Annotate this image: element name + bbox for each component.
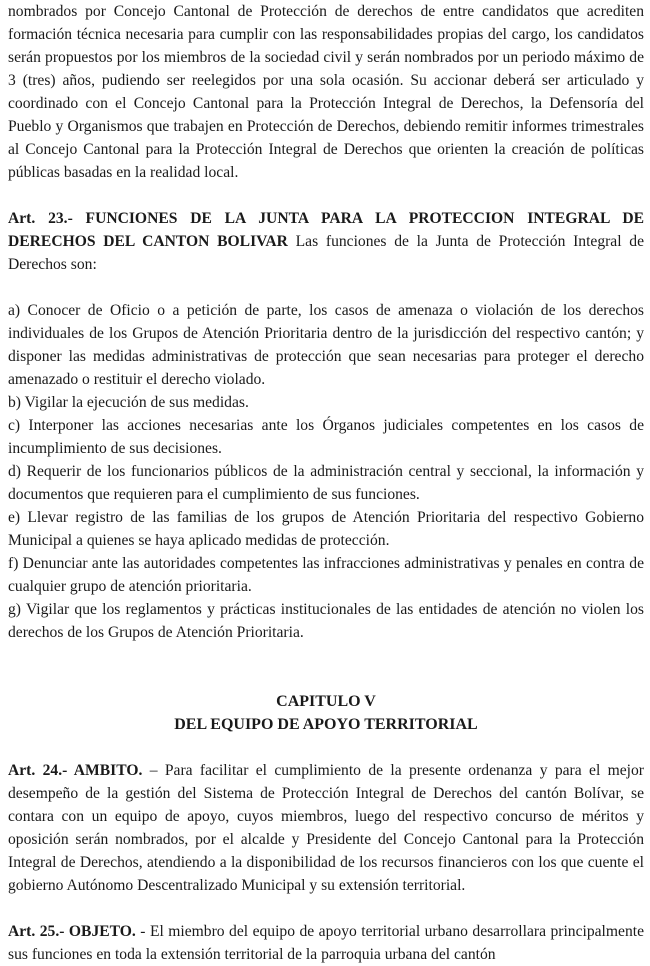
spacer	[8, 276, 644, 299]
spacer	[8, 184, 644, 207]
intro-paragraph: nombrados por Concejo Cantonal de Protección de derechos de entre candidatos que acrediten formación técnica necesaria para cumplir con las responsabilidades propias del cargo, los candidatos serán propuestos por los miembros de la sociedad civil y serán nombrados por un periodo máximo de 3 (tres) años, pudiendo ser reelegidos por una sola ocasión. Su accionar deberá ser articulado y coordinado con el Concejo Cantonal para la Protección Integral de Derechos, la Defensoría del Pueblo y Organismos que trabajen en Protección de Derechos, debiendo remitir informes trimestrales al Concejo Cantonal para la Protección Integral de Derechos que orienten la creación de políticas públicas basadas en la realidad local.	[8, 3, 644, 181]
art23-item-g: g) Vigilar que los reglamentos y prácticas institucionales de las entidades de atención no violen los derechos de los Grupos de Atención Prioritaria.	[8, 601, 644, 641]
spacer	[8, 736, 644, 759]
art23-item-e: e) Llevar registro de las familias de los grupos de Atención Prioritaria del respectivo Gobierno Municipal a quienes se haya aplicado medidas de protección.	[8, 509, 644, 549]
spacer	[8, 897, 644, 920]
chapter-number: CAPITULO V	[276, 693, 376, 710]
art25-text: - El miembro del equipo de apoyo territorial urbano desarrollara principalmente sus funciones en toda la extensión territorial de la parroquia urbana del cantón	[8, 923, 644, 963]
art23-heading: Art. 23.- FUNCIONES DE LA JUNTA PARA LA PROTECCION INTEGRAL DE DERECHOS DEL CANTON BOLIVAR	[8, 210, 644, 250]
document-page	[8, 0, 644, 963]
art23-lead: Las funciones de la Junta de Protección Integral de Derechos son:	[8, 233, 644, 273]
chapter-title: DEL EQUIPO DE APOYO TERRITORIAL	[174, 716, 478, 733]
art23-item-b: b) Vigilar la ejecución de sus medidas.	[8, 394, 249, 411]
art23-paragraph	[8, 207, 644, 276]
art25-heading: Art. 25.- OBJETO.	[8, 923, 136, 940]
art23-item-f: f) Denunciar ante las autoridades competentes las infracciones administrativas y penales en contra de cualquier grupo de atención prioritaria.	[8, 555, 644, 595]
art24-paragraph	[8, 759, 644, 897]
art25-paragraph	[8, 920, 644, 966]
art24-text: – Para facilitar el cumplimiento de la presente ordenanza y para el mejor desempeño de la gestión del Sistema de Protección Integral de Derechos del cantón Bolívar, se contara con un equipo de apoyo, cuyos miembros, luego del respectivo concurso de méritos y oposición serán nombrados, por el alcalde y Presidente del Concejo Cantonal para la Protección Integral de Derechos, atendiendo a la disponibilidad de los recursos financieros con los que cuente el gobierno Autónomo Descentralizado Municipal y su extensión territorial.	[8, 762, 644, 894]
art23-item-c: c) Interponer las acciones necesarias ante los Órganos judiciales competentes en los casos de incumplimiento de sus decisiones.	[8, 417, 644, 457]
art23-item-d: d) Requerir de los funcionarios públicos de la administración central y seccional, la información y documentos que requieren para el cumplimiento de sus funciones.	[8, 463, 644, 503]
art23-item-a: a) Conocer de Oficio o a petición de parte, los casos de amenaza o violación de los derechos individuales de los Grupos de Atención Prioritaria dentro de la jurisdicción del respectivo cantón; y disponer las medidas administrativas de protección que sean necesarias para proteger el derecho amenazado o restituir el derecho violado.	[8, 302, 644, 388]
spacer	[8, 644, 644, 690]
art24-heading: Art. 24.- AMBITO.	[8, 762, 143, 779]
